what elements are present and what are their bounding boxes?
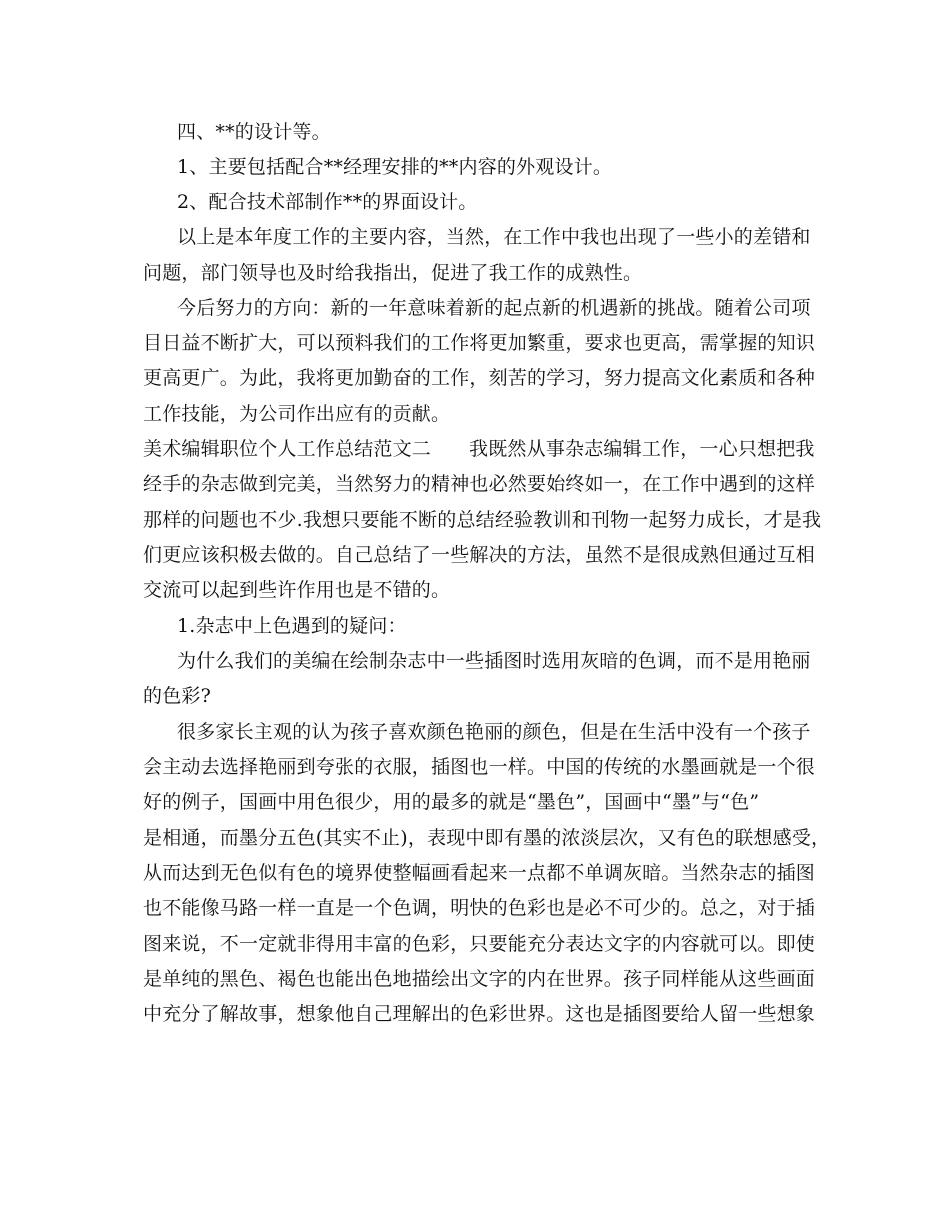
- paragraph-line: 以上是本年度工作的主要内容，当然，在工作中我也出现了一些小的差错和: [177, 226, 811, 248]
- paragraph-text: 我既然从事杂志编辑工作，一心只想把我: [469, 438, 815, 460]
- paragraph-line: 目日益不断扩大，可以预料我们的工作将更加繁重，要求也更高，需掌握的知识: [143, 332, 816, 354]
- paragraph-line: 为什么我们的美编在绘制杂志中一些插图时选用灰暗的色调，而不是用艳丽: [177, 650, 811, 672]
- paragraph-line: 是单纯的黑色、褐色也能出色地描绘出文字的内在世界。孩子同样能从这些画面: [143, 968, 816, 990]
- paragraph-line: 交流可以起到些许作用也是不错的。: [143, 579, 451, 601]
- paragraph-line: 工作技能，为公司作出应有的贡献。: [143, 403, 451, 425]
- paragraph-line: 今后努力的方向：新的一年意味着新的起点新的机遇新的挑战。随着公司项: [177, 297, 811, 319]
- paragraph-line: 很多家长主观的认为孩子喜欢颜色艳丽的颜色，但是在生活中没有一个孩子: [177, 721, 811, 743]
- paragraph-line: 四、**的设计等。: [177, 121, 331, 143]
- paragraph-line: 会主动去选择艳丽到夸张的衣服，插图也一样。中国的传统的水墨画就是一个很: [143, 756, 816, 778]
- paragraph-line: 是相通，而墨分五色(其实不止)，表现中即有墨的浓淡层次，又有色的联想感受，: [143, 827, 831, 849]
- section-heading-line: [143, 437, 815, 461]
- paragraph-line: 更高更广。为此，我将更加勤奋的工作，刻苦的学习，努力提高文化素质和各种: [143, 367, 816, 389]
- paragraph-line: 2、配合技术部制作**的界面设计。: [177, 191, 478, 213]
- paragraph-line: 从而达到无色似有色的境界使整幅画看起来一点都不单调灰暗。当然杂志的插图: [143, 862, 816, 884]
- paragraph-line: 中充分了解故事，想象他自己理解出的色彩世界。这也是插图要给人留一些想象: [143, 1003, 816, 1025]
- paragraph-line: 们更应该积极去做的。自己总结了一些解决的方法，虽然不是很成熟但通过互相: [143, 544, 816, 566]
- paragraph-line: 好的例子，国画中用色很少，用的最多的就是“墨色”，国画中“墨”与“色”: [143, 791, 760, 813]
- paragraph-line: 图来说，不一定就非得用丰富的色彩，只要能充分表达文字的内容就可以。即使: [143, 933, 816, 955]
- paragraph-line: 经手的杂志做到完美，当然努力的精神也必然要始终如一，在工作中遇到的这样: [143, 473, 816, 495]
- paragraph-line: 1.杂志中上色遇到的疑问：: [177, 615, 407, 637]
- paragraph-line: 也不能像马路一样一直是一个色调，明快的色彩也是必不可少的。总之，对于插: [143, 897, 816, 919]
- paragraph-line: 1、主要包括配合**经理安排的**内容的外观设计。: [177, 156, 613, 178]
- paragraph-line: 的色彩?: [143, 685, 211, 707]
- section-heading: 美术编辑职位个人工作总结范文二: [143, 438, 432, 460]
- paragraph-line: 那样的问题也不少.我想只要能不断的总结经验教训和刊物一起努力成长，才是我: [143, 509, 822, 531]
- paragraph-line: 问题，部门领导也及时给我指出，促进了我工作的成熟性。: [143, 262, 643, 284]
